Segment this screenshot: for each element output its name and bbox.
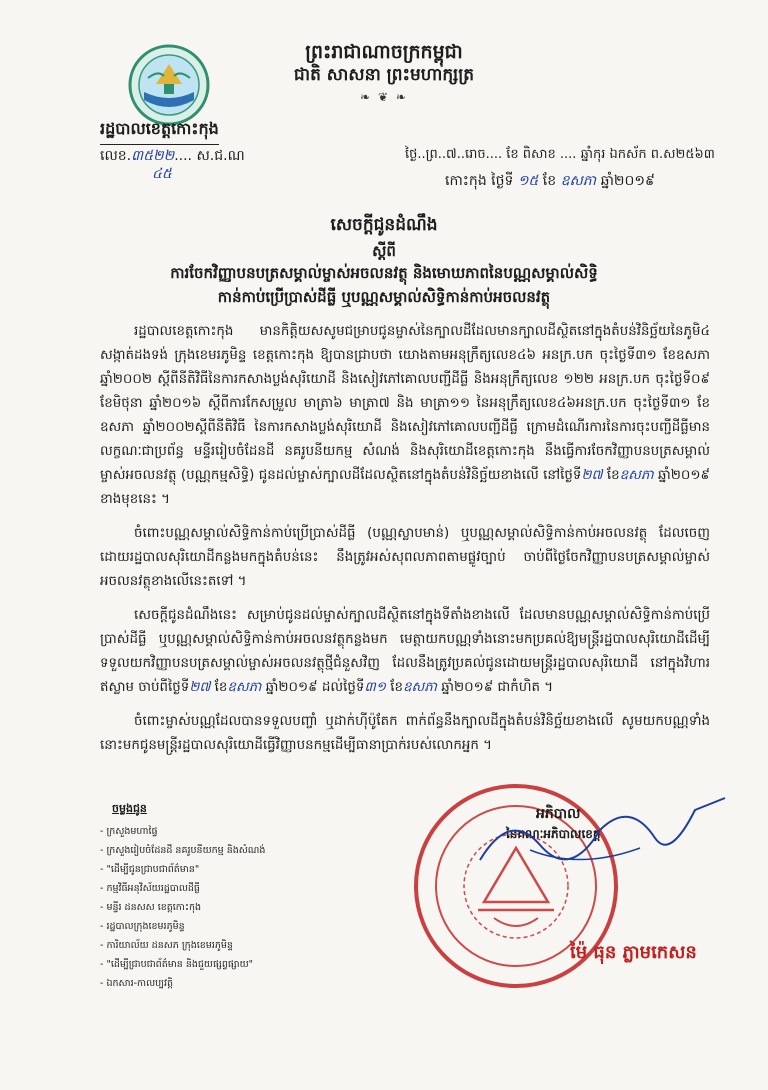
subject-line-1: ការចែកវិញ្ញាបនបត្រសម្គាល់ម្ចាស់អចលនវត្ថុ និងមោឃភាពនៃបណ្ណសម្គាល់សិទ្ធិ: [170, 264, 598, 282]
paragraph-3-end-month-handwritten: ឧសភា: [403, 680, 437, 695]
cc-item: - មន្ទីរ ដនសស ខេត្តកោះកុង: [100, 898, 360, 917]
cc-item: - "ដើម្បីជូនជ្រាបជាព័ត៌មាន": [100, 860, 360, 879]
subject-line-2: កាន់កាប់ប្រើប្រាស់ដីធ្លី ឬបណ្ណសម្គាល់សិទ្ធិកាន់កាប់អចលនវត្ថុ: [217, 288, 551, 306]
national-motto: ជាតិ សាសនា ព្រះមហាក្សត្រ: [293, 65, 475, 85]
handwritten-signature-icon: [470, 790, 730, 880]
solar-month-label: ខែ: [542, 173, 557, 189]
body-paragraph-2: ចំពោះបណ្ណសម្គាល់សិទ្ធិកាន់កាប់ប្រើប្រាស់ដីធ្លី (បណ្ណស្លាបមាន់) ឬបណ្ណសម្គាល់សិទ្ធិកាន់កាប់អចលនវត្ថុ ដែលចេញដោយរដ្ឋបាលសុរិយោដីកន្លងមកក្នុងតំបន់នេះ នឹងត្រូវអស់សុពលភាពតាមផ្លូវច្បាប់ ចាប់ពីថ្ងៃចែកវិញ្ញាបនបត្រសម្គាល់ម្ចាស់អចលនវត្ថុខាងលើនេះតទៅ ។: [100, 526, 710, 589]
paragraph-1-day-handwritten: ២៧: [581, 468, 603, 483]
kingdom-motto: ព្រះរាជាណាចក្រកម្ពុជា: [305, 41, 463, 63]
paragraph-3-text: សេចក្តីជូនដំណឹងនេះ សម្រាប់ជូនដល់ម្ចាស់ក្បាលដីស្ថិតនៅក្នុងទីតាំងខាងលើ ដែលមានបណ្ណសម្គាល់សិទ្ធិកាន់កាប់ប្រើប្រាស់ដីធ្លី ឬបណ្ណសម្គាល់សិទ្ធិកាន់កាប់អចលនវត្ថុកន្លងមក មេត្តាយកបណ្ណទាំងនោះមកប្រគល់ឱ្យមន្ត្រីរដ្ឋបាលសុរិយោដីដើម្បីទទួលយកវិញ្ញាបនបត្រសម្គាល់ម្ចាស់អចលនវត្ថុថ្មីជំនួសវិញ ដែលនឹងត្រូវប្រគល់ជូនដោយមន្ត្រីរដ្ឋបាលសុរិយោដី នៅក្នុងវិហារឥស្លាម ចាប់ពីថ្ងៃទី: [100, 608, 710, 695]
cc-title: ចម្លងជូន: [112, 802, 147, 815]
body-paragraph-1: [100, 320, 710, 512]
cc-item: - "ដើម្បីជ្រាបជាព័ត៌មាន និងជួយផ្សព្វផ្សាយ": [100, 955, 360, 974]
paragraph-3-start-month-handwritten: ឧសភា: [227, 680, 262, 695]
paragraph-1-text: រដ្ឋបាលខេត្តកោះកុង មានកិត្តិយសសូមជម្រាបជូនម្ចាស់នៃក្បាលដីដែលមានក្បាលដីស្ថិតនៅក្នុងតំបន់វិនិច្ឆ័យនៃភូមិ៤ សង្កាត់ដងទង់ ក្រុងខេមរភូមិន្ទ ខេត្តកោះកុង ឱ្យបានជ្រាបថា យោងតាមអនុក្រឹត្យលេខ៤៦ អនក្រ.បក ចុះថ្ងៃទី៣១ ខែឧសភា ឆ្នាំ២០០២ ស្តីពីនីតិវិធីនៃការកសាងប្លង់សុរិយោដី និងសៀវភៅគោលបញ្ជីដីធ្លី និងអនុក្រឹត្យលេខ ១២២ អនក្រ.បក ចុះថ្ងៃទី០៩ ខែមិថុនា ឆ្នាំ២០១៦ ស្តីពីការកែសម្រួល មាត្រា៦ មាត្រា៧ និង មាត្រា១១ នៃអនុក្រឹត្យលេខ៤៦អនក្រ.បក ចុះថ្ងៃទី៣១ ខែឧសភា ឆ្នាំ២០០២ស្តីពីនីតិវិធី នៃការកសាងប្លង់សុរិយោដី និងសៀវភៅគោលបញ្ជីដីធ្លី ក្រោមដំណើរការនៃការចុះបញ្ជីដីធ្លីមានលក្ខណៈជាប្រព័ន្ធ មន្ទីររៀបចំដែនដី នគរូបនីយកម្ម សំណង់ និងសុរិយោដីខេត្តកោះកុង នឹងធ្វើការចែកវិញ្ញាបនបត្រសម្គាល់ ម្ចាស់អចលនវត្ថុ (បណ្ណកម្មសិទ្ធិ) ជូនដល់ម្ចាស់ក្បាលដីដែលស្ថិតនៅក្នុងតំបន់វិនិច្ឆ័យខាងលើ នៅថ្ងៃទី: [100, 324, 710, 483]
paragraph-3-start-day-handwritten: ២៧: [189, 680, 211, 695]
document-type: សេចក្តីជូនដំណឹង: [330, 215, 438, 235]
solar-date-prefix: កោះកុង ថ្ងៃទី: [445, 173, 514, 189]
paragraph-1-month-handwritten: ឧសភា: [619, 468, 654, 483]
reference-sub-handwritten: ៤៥: [152, 166, 172, 182]
reference-label: លេខ.: [100, 148, 132, 164]
paragraph-3-month-label-2: ខែ: [385, 680, 403, 695]
solar-date-line: [445, 171, 655, 192]
cc-list: [100, 822, 360, 993]
paragraph-3-month-label-1: ខែ: [210, 680, 228, 695]
cc-item: - កម្មវិធីអនុវិស័យរដ្ឋបាលដីធ្លី: [100, 879, 360, 898]
reference-suffix: .... ស.ជ.ណ: [174, 148, 245, 164]
cc-item: - ក្រសួងមហាផ្ទៃ: [100, 822, 360, 841]
paragraph-3-range-text: ឆ្នាំ២០១៩ ដល់ថ្ងៃទី: [261, 680, 365, 695]
lunar-date-line: ថ្ងៃ..ព្រ..៧..រោច.... ខែ ពិសាខ .... ឆ្នាំកុរ ឯកស័ក ព.ស២៥៦៣: [405, 147, 715, 162]
cc-item: - ក្រសួងរៀបចំដែនដី នគរូបនីយកម្ម និងសំណង់: [100, 841, 360, 860]
document-subject-label: ស្តីពី: [372, 242, 396, 260]
cc-item: - រដ្ឋបាលក្រុងខេមរភូមិន្ទ: [100, 917, 360, 936]
body-paragraph-3: [100, 604, 710, 700]
solar-month-handwritten: ឧសភា: [560, 173, 597, 189]
paragraph-1-month-label: ខែ: [602, 468, 620, 483]
solar-year: ឆ្នាំ២០១៩: [600, 173, 655, 189]
cc-item: - ការិយាល័យ ដនសភ ក្រុងខេមរភូមិន្ទ: [100, 936, 360, 955]
signatory-subtitle: នៃគណៈអភិបាលខេត្ត: [506, 827, 601, 841]
reference-number: [100, 146, 245, 182]
paragraph-3-tail: ឆ្នាំ២០១៩ ជាកំហិត ។: [437, 680, 554, 695]
paragraph-1-tail: ឆ្នាំ២០១៩ ខាងមុខនេះ ។: [100, 468, 710, 507]
paragraph-3-end-day-handwritten: ៣១: [364, 680, 386, 695]
signer-name: ម៉ៃ ធុន ភ្លាមកេសន: [570, 942, 697, 963]
signatory-title: អភិបាល: [536, 806, 581, 822]
cc-item: - ឯកសារ-កាលប្បវត្តិ: [100, 974, 360, 993]
header-ornament: ❧ ❦ ❧: [360, 90, 408, 104]
notice-body: [100, 320, 710, 768]
issuing-agency: រដ្ឋបាលខេត្តកោះកុង: [100, 118, 219, 145]
body-paragraph-4: ចំពោះម្ចាស់បណ្ណដែលបានទទួលបញ្ចាំ ឬដាក់ហ៊ីប៉ូតែក ពាក់ព័ន្ធនឹងក្បាលដីក្នុងតំបន់វិនិច្ឆ័យខាងលើ សូមយកបណ្ណទាំងនោះមកជូនមន្ត្រីរដ្ឋបាលសុរិយោដីធ្វើវិញ្ញាបនកម្មដើម្បីធានាប្រាក់របស់លោកអ្នក ។: [100, 714, 710, 753]
solar-day-handwritten: ១៥: [517, 173, 539, 189]
reference-number-handwritten: ៣៥២២: [131, 148, 175, 164]
